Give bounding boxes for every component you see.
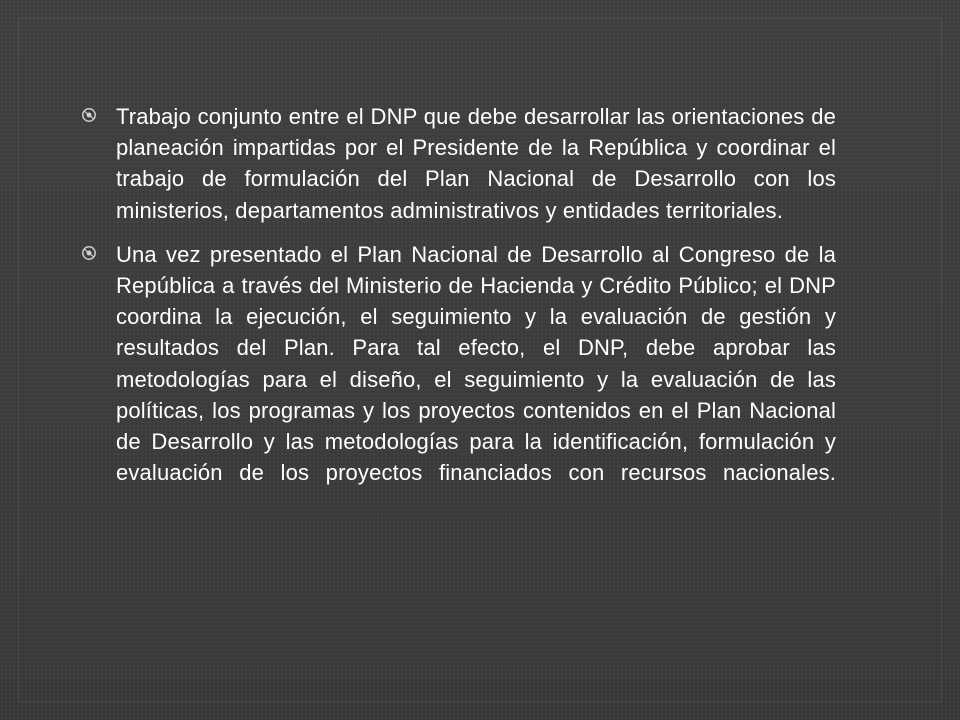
bullet-item <box>74 239 836 489</box>
bullet-text: Una vez presentado el Plan Nacional de Desarrollo al Congreso de la República a través del Ministerio de Hacienda y Crédito Público; el DNP coordina la ejecución, el seguimiento y la evaluación de gestión y resultados del Plan. Para tal efecto, el DNP, debe aprobar las metodologías para el diseño, el seguimiento y la evaluación de las políticas, los programas y los proyectos contenidos en el Plan Nacional de Desarrollo y las metodologías para la identificación, formulación y evaluación de los proyectos financiados con recursos nacionales. <box>116 241 836 486</box>
bullet-list <box>74 101 836 488</box>
circle-bullet-icon <box>81 107 97 123</box>
circle-bullet-icon <box>81 245 97 261</box>
bullet-item <box>74 101 836 226</box>
bullet-text: Trabajo conjunto entre el DNP que debe desarrollar las orientaciones de planeación impartidas por el Presidente de la República y coordinar el trabajo de formulación del Plan Nacional de Desarrollo con los ministerios, departamentos administrativos y entidades territoriales. <box>116 104 836 223</box>
